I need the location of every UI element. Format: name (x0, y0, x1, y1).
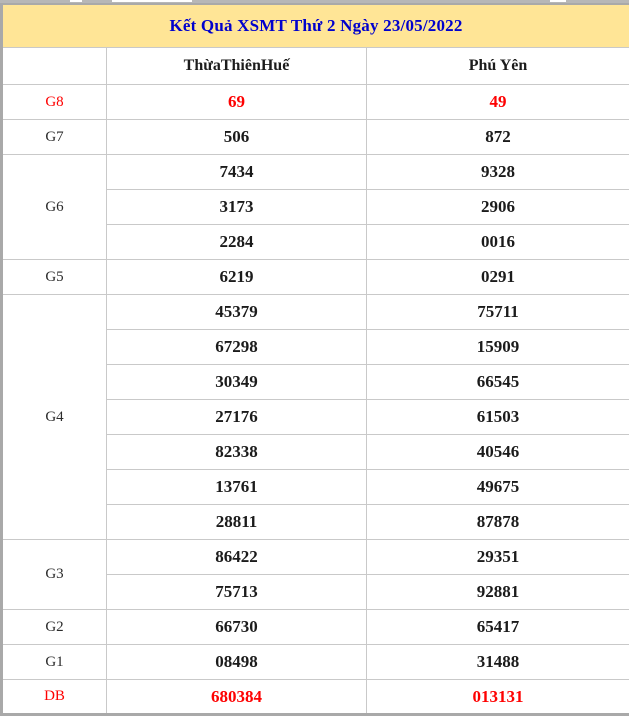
prize-value: 49 (367, 85, 629, 120)
prize-value: 86422 (107, 540, 367, 575)
prize-value: 87878 (367, 505, 629, 540)
prize-value: 67298 (107, 330, 367, 365)
top-strip-dash (112, 0, 192, 2)
prize-value: 31488 (367, 645, 629, 680)
prize-value: 2906 (367, 190, 629, 225)
table-row-db (2, 680, 629, 715)
prize-value: 13761 (107, 470, 367, 505)
prize-value: 49675 (367, 470, 629, 505)
prize-value: 2284 (107, 225, 367, 260)
table-row-g6 (2, 155, 629, 190)
table-row-g5 (2, 260, 629, 295)
prize-value: 92881 (367, 575, 629, 610)
column-header-phuyen: Phú Yên (367, 48, 629, 85)
clipped-top-strip (0, 0, 629, 3)
prize-value: 506 (107, 120, 367, 155)
prize-label-g5: G5 (2, 260, 107, 295)
prize-value: 6219 (107, 260, 367, 295)
table-row-g2 (2, 610, 629, 645)
top-strip-dash (550, 0, 566, 2)
prize-value: 7434 (107, 155, 367, 190)
prize-label-g4: G4 (2, 295, 107, 540)
prize-value: 3173 (107, 190, 367, 225)
prize-label-g2: G2 (2, 610, 107, 645)
title-row (2, 4, 629, 48)
prize-value: 30349 (107, 365, 367, 400)
prize-value: 15909 (367, 330, 629, 365)
column-header-row (2, 48, 629, 85)
prize-value: 61503 (367, 400, 629, 435)
table-row-g8 (2, 85, 629, 120)
prize-value: 69 (107, 85, 367, 120)
table-row-g4 (2, 295, 629, 330)
results-table (0, 3, 629, 716)
page-title: Kết Quả XSMT Thứ 2 Ngày 23/05/2022 (2, 4, 629, 48)
prize-label-g8: G8 (2, 85, 107, 120)
prize-value: 28811 (107, 505, 367, 540)
prize-value: 0291 (367, 260, 629, 295)
prize-value: 29351 (367, 540, 629, 575)
prize-label-g1: G1 (2, 645, 107, 680)
prize-value: 82338 (107, 435, 367, 470)
column-header-thuathienhue: ThừaThiênHuế (107, 48, 367, 85)
prize-value: 27176 (107, 400, 367, 435)
prize-label-g7: G7 (2, 120, 107, 155)
prize-value: 40546 (367, 435, 629, 470)
prize-label-db: DB (2, 680, 107, 715)
prize-value: 0016 (367, 225, 629, 260)
prize-value: 872 (367, 120, 629, 155)
prize-label-g3: G3 (2, 540, 107, 610)
prize-value: 013131 (367, 680, 629, 715)
prize-value: 680384 (107, 680, 367, 715)
prize-value: 45379 (107, 295, 367, 330)
prize-value: 75711 (367, 295, 629, 330)
prize-value: 66730 (107, 610, 367, 645)
table-row-g3 (2, 540, 629, 575)
top-strip-dash (70, 0, 82, 2)
table-row-g1 (2, 645, 629, 680)
prize-value: 08498 (107, 645, 367, 680)
table-row-g7 (2, 120, 629, 155)
column-header-empty (2, 48, 107, 85)
prize-label-g6: G6 (2, 155, 107, 260)
prize-value: 65417 (367, 610, 629, 645)
prize-value: 75713 (107, 575, 367, 610)
prize-value: 9328 (367, 155, 629, 190)
prize-value: 66545 (367, 365, 629, 400)
